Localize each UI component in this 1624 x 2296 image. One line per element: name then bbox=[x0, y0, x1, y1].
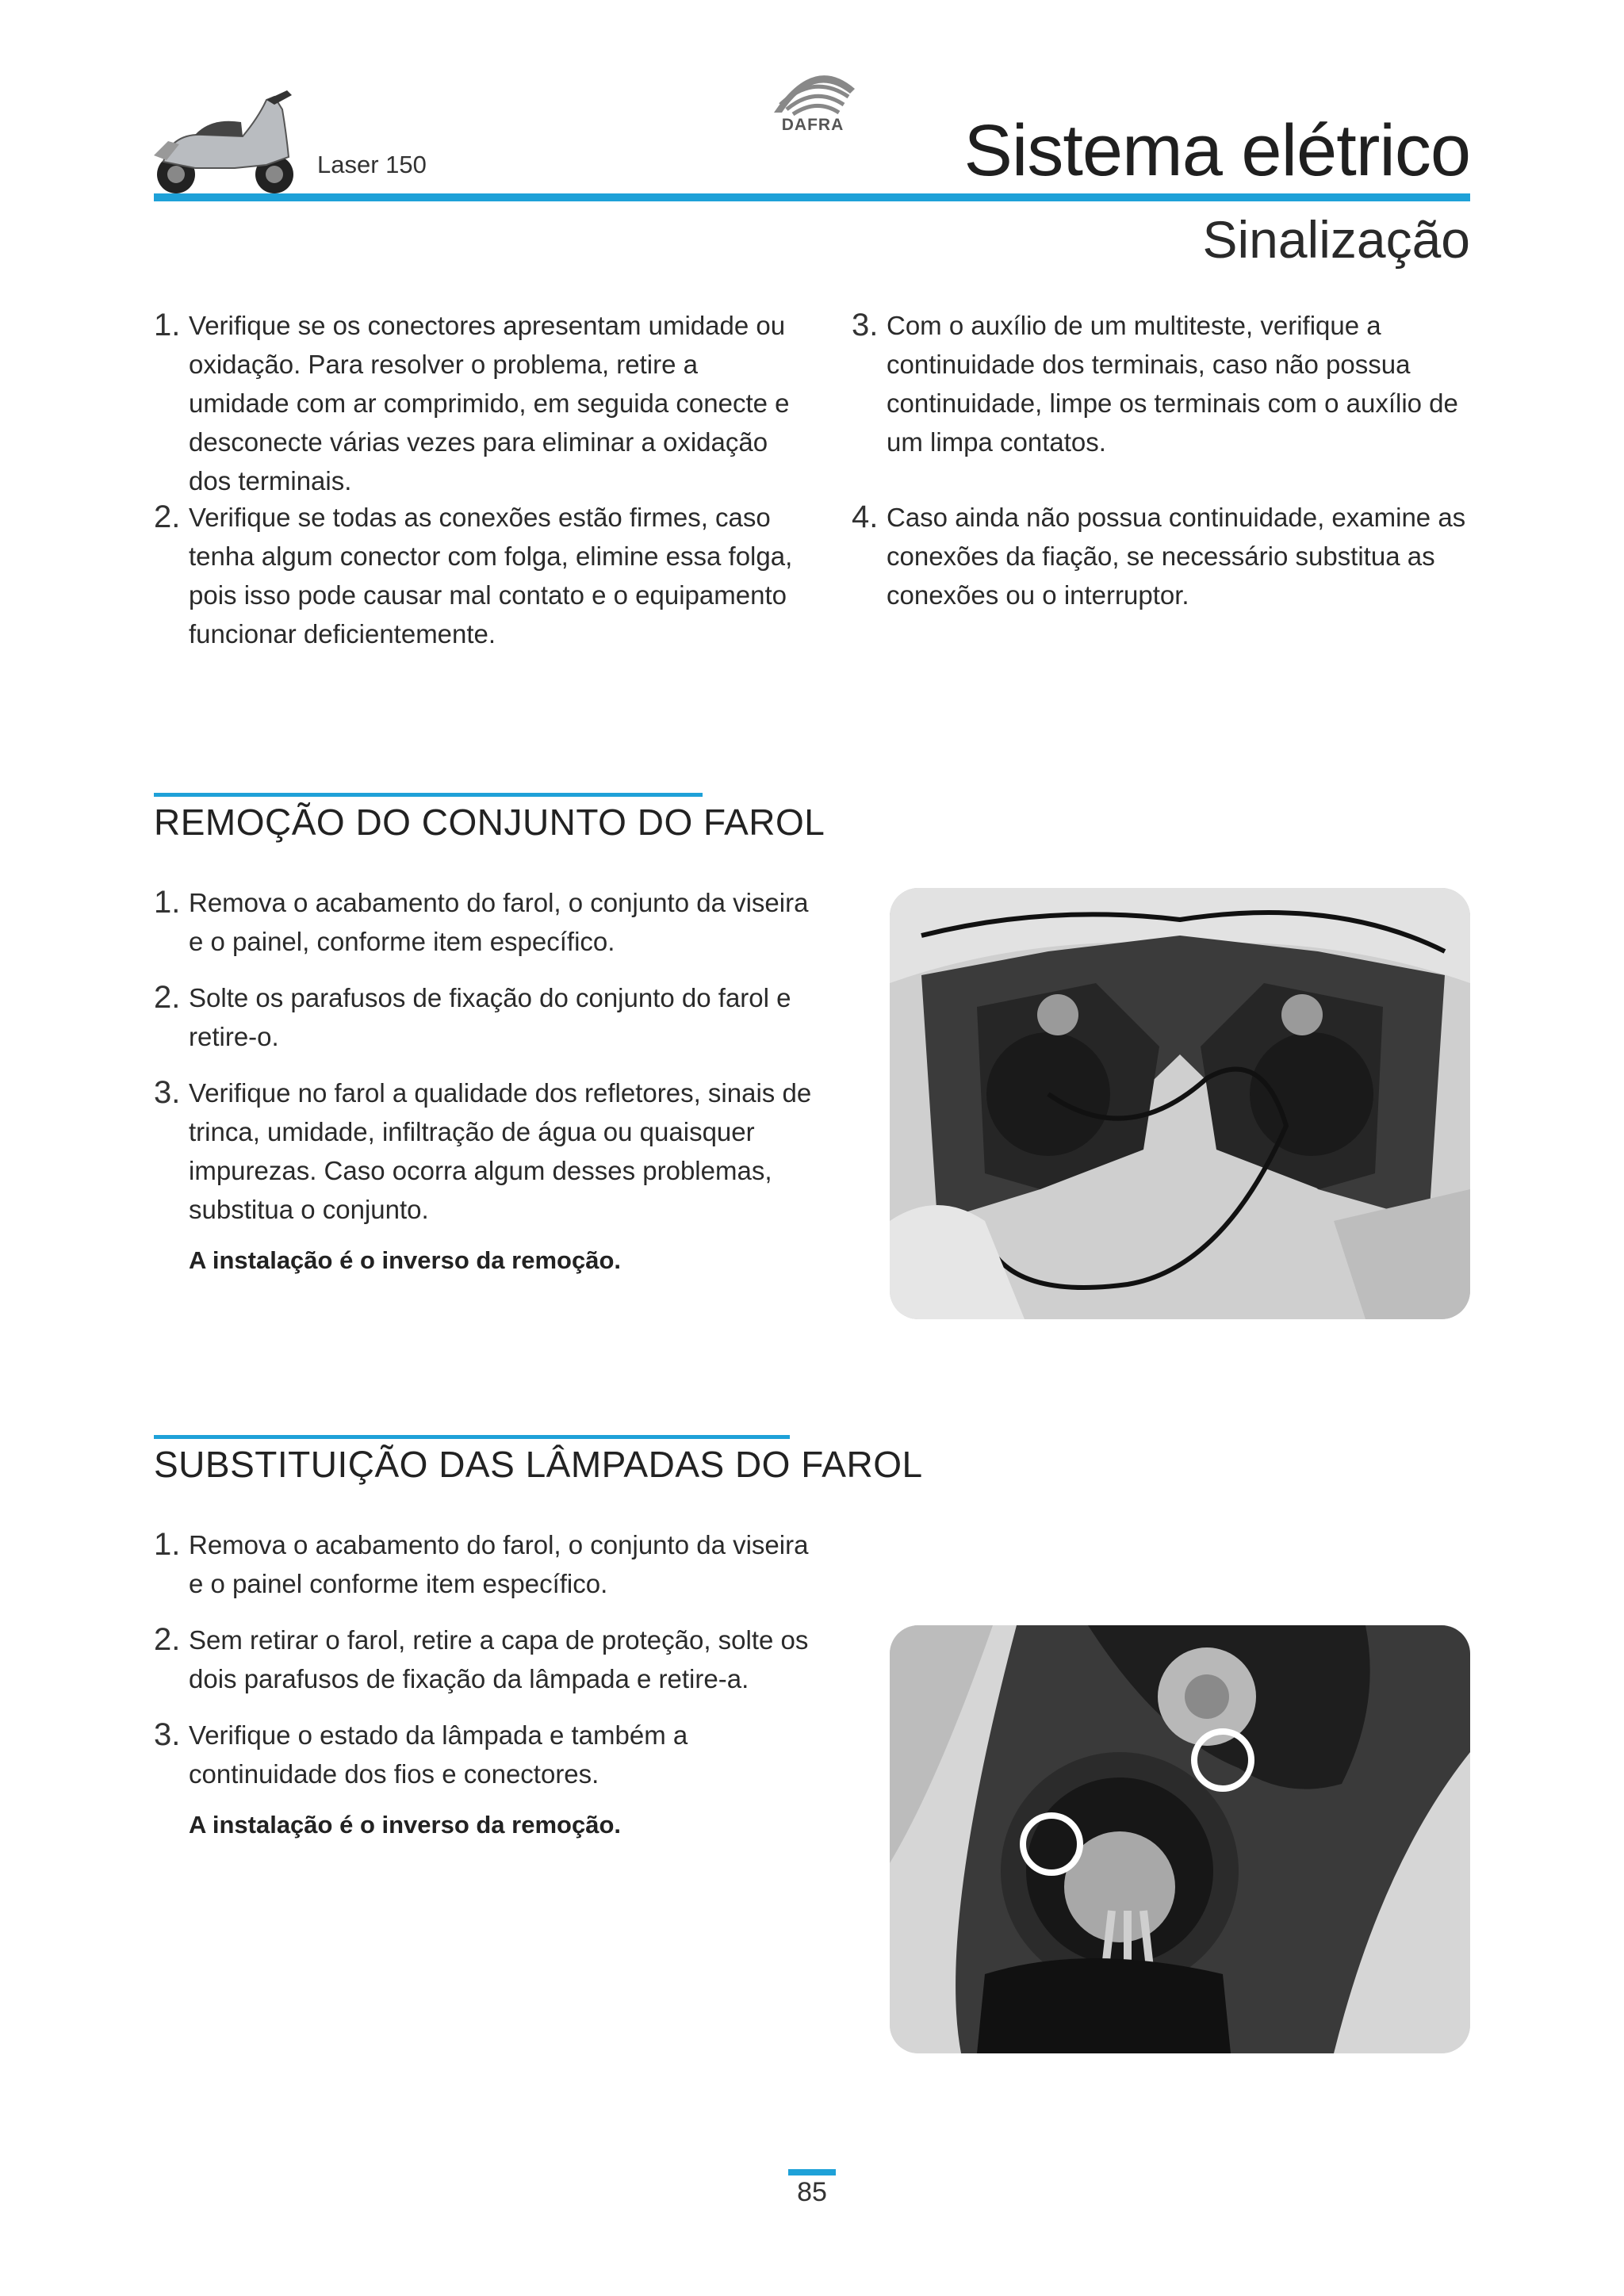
step-text: Solte os parafusos de fixação do conjunto do farol e retire-o. bbox=[189, 983, 791, 1051]
step-text: Caso ainda não possua continuidade, examine as conexões da fiação, se necessário substitua as conexões ou o interruptor. bbox=[887, 503, 1466, 610]
step-number: 2. bbox=[154, 1622, 181, 1657]
header-rule bbox=[154, 193, 1470, 201]
intro-step-2 bbox=[154, 498, 804, 653]
page-number-bar bbox=[788, 2169, 836, 2175]
list-item bbox=[154, 1525, 820, 1603]
step-text: Verifique se os conectores apresentam umidade ou oxidação. Para resolver o problema, retire a umidade com ar comprimido, em seguida conecte e desconecte várias vezes para eliminar a oxidação dos terminais. bbox=[189, 311, 790, 496]
step-number: 4. bbox=[852, 499, 879, 534]
headlight-bulb-photo bbox=[890, 1625, 1470, 2053]
step-number: 2. bbox=[154, 499, 181, 534]
list-item bbox=[154, 1073, 820, 1229]
list-item bbox=[154, 978, 820, 1056]
list-item bbox=[154, 1621, 820, 1698]
brand-name: DAFRA bbox=[781, 116, 845, 134]
scooter-illustration bbox=[147, 86, 306, 197]
page-subtitle: Sinalização bbox=[1202, 210, 1470, 269]
step-text: Verifique o estado da lâmpada e também a continuidade dos fios e conectores. bbox=[189, 1720, 688, 1789]
step-number: 3. bbox=[852, 308, 879, 342]
section1-steps bbox=[154, 883, 820, 1275]
page-title: Sistema elétrico bbox=[963, 110, 1470, 191]
intro-step-3 bbox=[852, 306, 1478, 461]
step-text: Com o auxílio de um multiteste, verifique a continuidade dos terminais, caso não possua continuidade, limpe os terminais com o auxílio de um limpa contatos. bbox=[887, 311, 1458, 457]
step-number: 3. bbox=[154, 1075, 181, 1110]
headlight-assembly-photo bbox=[890, 888, 1470, 1319]
list-item bbox=[154, 883, 820, 961]
installation-note: A instalação é o inverso da remoção. bbox=[189, 1811, 621, 1839]
step-number: 2. bbox=[154, 980, 181, 1015]
section-heading: REMOÇÃO DO CONJUNTO DO FAROL bbox=[154, 802, 825, 843]
step-number: 3. bbox=[154, 1717, 181, 1752]
section-heading: SUBSTITUIÇÃO DAS LÂMPADAS DO FAROL bbox=[154, 1444, 923, 1485]
step-number: 1. bbox=[154, 885, 181, 920]
section-rule bbox=[154, 793, 703, 797]
step-text: Verifique se todas as conexões estão firmes, caso tenha algum conector com folga, elimine essa folga, pois isso pode causar mal contato e o equipamento funcionar deficientemente. bbox=[189, 503, 793, 649]
section2-steps bbox=[154, 1525, 820, 1839]
page-number: 85 bbox=[797, 2177, 827, 2207]
step-number: 1. bbox=[154, 1527, 181, 1562]
step-text: Verifique no farol a qualidade dos refletores, sinais de trinca, umidade, infiltração de água ou quaisquer impurezas. Caso ocorra algum desses problemas, substitua o conjunto. bbox=[189, 1078, 812, 1224]
intro-step-1 bbox=[154, 306, 804, 500]
intro-step-4 bbox=[852, 498, 1478, 614]
model-name: Laser 150 bbox=[317, 151, 427, 178]
section-rule bbox=[154, 1435, 790, 1439]
list-item bbox=[154, 1716, 820, 1793]
installation-note: A instalação é o inverso da remoção. bbox=[189, 1246, 621, 1274]
step-number: 1. bbox=[154, 308, 181, 342]
step-text: Remova o acabamento do farol, o conjunto da viseira e o painel, conforme item específico. bbox=[189, 888, 809, 956]
step-text: Sem retirar o farol, retire a capa de proteção, solte os dois parafusos de fixação da lâmpada e retire-a. bbox=[189, 1625, 809, 1693]
step-text: Remova o acabamento do farol, o conjunto da viseira e o painel conforme item específico. bbox=[189, 1530, 809, 1598]
